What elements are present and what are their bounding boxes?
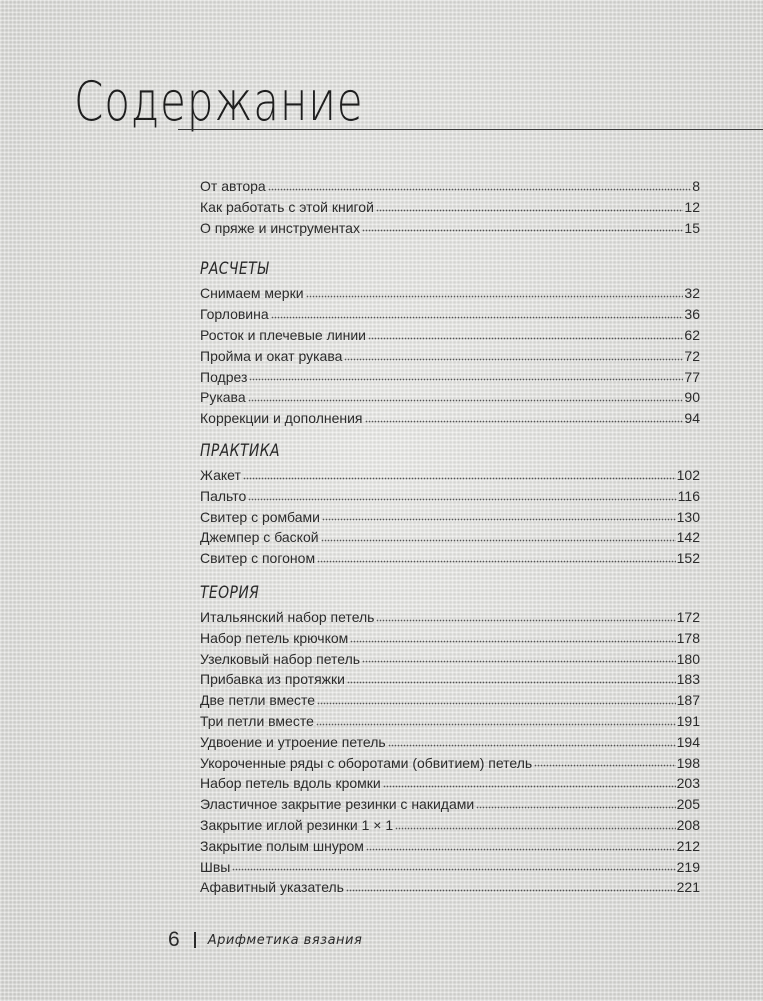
toc-entry[interactable] xyxy=(200,387,700,408)
toc-entry-label: Пройма и окат рукава xyxy=(200,347,343,364)
footer-separator xyxy=(194,932,196,948)
toc-entry[interactable] xyxy=(200,465,700,486)
section-heading-theory: ТЕОРИЯ xyxy=(200,582,260,603)
toc-entry[interactable] xyxy=(200,507,700,528)
toc-entry-page: 32 xyxy=(684,285,700,302)
toc-entry-label: Укороченные ряды с оборотами (обвитием) петель xyxy=(200,754,533,771)
toc-entry-label: Три петли вместе xyxy=(200,712,314,729)
toc-entry-label: Рукава xyxy=(200,389,246,406)
toc-entry-label: Жакет xyxy=(200,466,241,483)
toc-entry-label: Две петли вместе xyxy=(200,692,316,709)
toc-entry-page: 15 xyxy=(684,219,700,236)
toc-entry[interactable] xyxy=(200,773,700,794)
book-title: Арифметика вязания xyxy=(207,932,363,948)
toc-entry-label: Прибавка из протяжки xyxy=(200,671,345,688)
toc-entry-label: Снимаем мерки xyxy=(200,285,304,302)
toc-entry-label: Росток и плечевые линии xyxy=(200,326,366,343)
toc-entry-page: 90 xyxy=(684,389,700,406)
dot-leader xyxy=(476,806,675,809)
dot-leader xyxy=(366,848,676,851)
toc-entry-label: Коррекции и дополнения xyxy=(200,410,363,427)
toc-entry[interactable] xyxy=(200,527,700,548)
toc-entry[interactable] xyxy=(200,877,700,898)
toc-entry-page: 116 xyxy=(677,487,700,504)
dot-leader xyxy=(376,619,675,622)
dot-leader xyxy=(344,358,683,361)
toc-entry[interactable] xyxy=(200,197,700,218)
dot-leader xyxy=(316,723,676,726)
toc-entry-page: 172 xyxy=(676,608,700,625)
dot-leader xyxy=(395,827,675,830)
toc-entry-page: 219 xyxy=(676,858,700,875)
toc-entry-page: 102 xyxy=(676,466,700,483)
toc-entry[interactable] xyxy=(200,486,700,507)
toc-entry[interactable] xyxy=(200,548,700,569)
toc-entry-label: Свитер с погоном xyxy=(200,550,316,567)
toc-entry-label: Пальто xyxy=(200,487,247,504)
toc-entry[interactable] xyxy=(200,690,700,711)
toc-entry[interactable] xyxy=(200,794,700,815)
toc-entry-page: 142 xyxy=(676,529,700,546)
toc-entry[interactable] xyxy=(200,628,700,649)
toc-entry-label: От автора xyxy=(200,178,266,194)
toc-entry-label: Узелковый набор петель xyxy=(200,650,361,667)
toc-entry-page: 221 xyxy=(676,879,700,896)
toc-entry[interactable] xyxy=(200,753,700,774)
toc-entry-page: 205 xyxy=(676,796,700,813)
toc-entry-page: 72 xyxy=(684,347,700,364)
dot-leader xyxy=(346,889,676,892)
dot-leader xyxy=(383,785,676,788)
toc-entry-page: 178 xyxy=(676,629,700,646)
toc-entry-page: 183 xyxy=(676,671,700,688)
toc-entry-label: Итальянский набор петель xyxy=(200,608,375,625)
toc-entry-page: 77 xyxy=(684,368,700,385)
page-footer xyxy=(168,928,362,952)
toc-entry-page: 187 xyxy=(676,692,700,709)
toc-entry-page: 62 xyxy=(684,326,700,343)
toc-entry-page: 12 xyxy=(684,198,700,215)
toc-entry[interactable] xyxy=(200,669,700,690)
toc-entry-label: Удвоение и утроение петель xyxy=(200,733,386,750)
dot-leader xyxy=(306,295,684,298)
dot-leader xyxy=(350,640,675,643)
toc-entry-page: 152 xyxy=(676,550,700,567)
toc-entry[interactable] xyxy=(200,836,700,857)
toc-entry[interactable] xyxy=(200,711,700,732)
dot-leader xyxy=(271,316,684,319)
toc-entry-page: 203 xyxy=(676,775,700,792)
toc-entry-label: Афавитный указатель xyxy=(200,879,344,896)
dot-leader xyxy=(322,518,676,521)
toc-entry[interactable] xyxy=(200,408,700,429)
toc-entry-page: 208 xyxy=(676,816,700,833)
page-number: 6 xyxy=(168,928,180,951)
dot-leader xyxy=(362,660,676,663)
toc-entry-label: Джемпер с баской xyxy=(200,529,319,546)
section-list-practice xyxy=(200,465,700,569)
toc-entry[interactable] xyxy=(200,607,700,628)
dot-leader xyxy=(388,744,676,747)
toc-entry-label: Набор петель вдоль кромки xyxy=(200,775,381,792)
dot-leader xyxy=(248,498,676,501)
toc-entry-label: Закрытие полым шнуром xyxy=(200,837,364,854)
toc-entry-page: 212 xyxy=(676,837,700,854)
toc-entry[interactable] xyxy=(200,218,700,239)
dot-leader xyxy=(232,868,675,871)
toc-entry-page: 194 xyxy=(676,733,700,750)
dot-leader xyxy=(268,188,691,191)
dot-leader xyxy=(317,560,676,563)
section-heading-calculations: РАСЧЕТЫ xyxy=(200,259,269,280)
dot-leader xyxy=(243,477,676,480)
toc-entry-page: 94 xyxy=(684,410,700,427)
toc-entry-label: Набор петель крючком xyxy=(200,629,349,646)
toc-entry-page: 198 xyxy=(676,754,700,771)
toc-entry[interactable] xyxy=(200,815,700,836)
dot-leader xyxy=(248,399,684,402)
toc-entry-label: Подрез xyxy=(200,368,248,385)
toc-entry-label: Эластичное закрытие резинки с накидами xyxy=(200,796,475,813)
title-rule xyxy=(178,129,763,130)
toc-entry[interactable] xyxy=(200,283,700,304)
dot-leader xyxy=(321,539,676,542)
dot-leader xyxy=(362,229,683,232)
page-title: Содержание xyxy=(74,70,364,133)
toc-entry-page: 130 xyxy=(676,508,700,525)
toc-entry[interactable] xyxy=(200,857,700,878)
toc-entry[interactable] xyxy=(200,367,700,388)
toc-entry-label: Горловина xyxy=(200,306,269,323)
toc-entry[interactable] xyxy=(200,176,700,197)
dot-leader xyxy=(249,378,683,381)
toc-entry-label: Свитер с ромбами xyxy=(200,508,320,525)
toc-entry-label: О пряже и инструментах xyxy=(200,219,360,236)
toc-entry-label: Закрытие иглой резинки 1 × 1 xyxy=(200,816,394,833)
table-of-contents xyxy=(200,176,700,898)
intro-list xyxy=(200,176,700,238)
dot-leader xyxy=(376,209,684,212)
toc-entry-label: Как работать с этой книгой xyxy=(200,198,374,215)
section-list-theory xyxy=(200,607,700,898)
dot-leader xyxy=(365,420,684,423)
toc-entry[interactable] xyxy=(200,649,700,670)
section-heading-practice: ПРАКТИКА xyxy=(200,440,280,461)
toc-entry-page: 191 xyxy=(676,712,700,729)
toc-entry[interactable] xyxy=(200,732,700,753)
toc-entry[interactable] xyxy=(200,346,700,367)
dot-leader xyxy=(347,681,676,684)
toc-entry-page: 36 xyxy=(684,306,700,323)
toc-entry[interactable] xyxy=(200,325,700,346)
toc-entry-page: 8 xyxy=(692,178,700,194)
dot-leader xyxy=(534,764,675,767)
toc-entry[interactable] xyxy=(200,304,700,325)
toc-entry-page: 180 xyxy=(676,650,700,667)
section-list-calculations xyxy=(200,283,700,429)
toc-entry-label: Швы xyxy=(200,858,231,875)
dot-leader xyxy=(368,337,683,340)
dot-leader xyxy=(317,702,676,705)
